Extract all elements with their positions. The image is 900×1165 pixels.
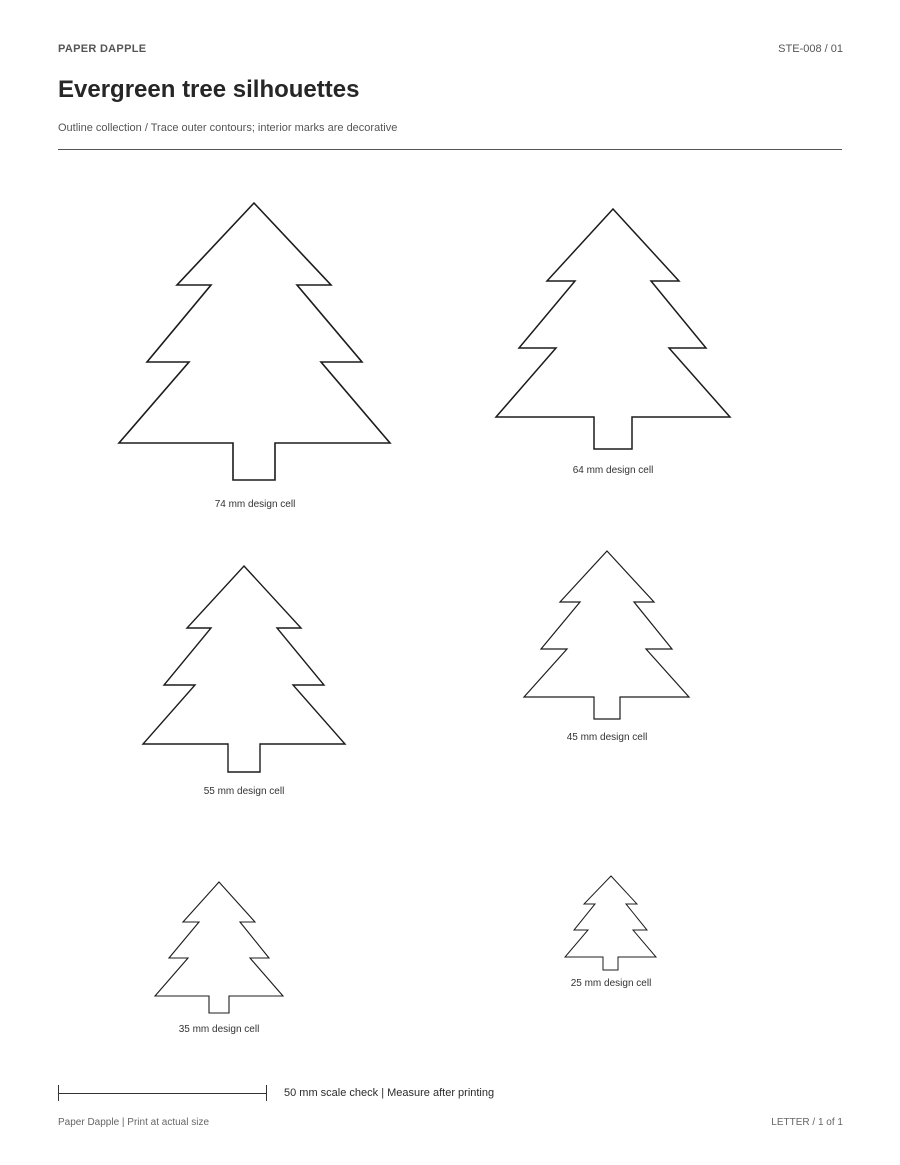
tree-path <box>119 203 390 480</box>
footer-left: Paper Dapple | Print at actual size <box>58 1117 210 1128</box>
tree-path <box>155 882 283 1013</box>
scale-bar-line <box>58 1093 267 1094</box>
tree-path <box>524 551 689 719</box>
footer-page-info: LETTER / 1 of 1 <box>771 1117 843 1128</box>
tree-caption: 55 mm design cell <box>203 786 285 797</box>
scale-bar-tick-right <box>266 1085 267 1101</box>
tree-outline-64mm <box>496 209 731 449</box>
page-title: Evergreen tree silhouettes <box>58 76 360 103</box>
sheet-code: STE-008 / 01 <box>778 43 843 55</box>
brand-label: PAPER DAPPLE <box>58 43 147 55</box>
tree-outline-35mm <box>155 882 283 1014</box>
tree-caption: 45 mm design cell <box>566 732 648 743</box>
tree-caption: 74 mm design cell <box>214 499 296 510</box>
tree-caption: 35 mm design cell <box>178 1024 260 1035</box>
tree-path <box>143 566 345 772</box>
tree-outline-55mm <box>143 566 345 773</box>
tree-path <box>496 209 730 449</box>
tree-caption: 25 mm design cell <box>570 978 652 989</box>
tree-outline-45mm <box>524 551 690 720</box>
tree-path <box>565 876 656 970</box>
scale-check-label: 50 mm scale check | Measure after printing <box>284 1087 495 1099</box>
header-rule <box>58 149 842 150</box>
tree-outline-74mm <box>119 203 391 482</box>
page-subtitle: Outline collection / Trace outer contours; interior marks are decorative <box>58 122 398 134</box>
scale-bar-tick-left <box>58 1085 59 1101</box>
tree-outline-25mm <box>565 876 657 971</box>
tree-caption: 64 mm design cell <box>572 465 654 476</box>
